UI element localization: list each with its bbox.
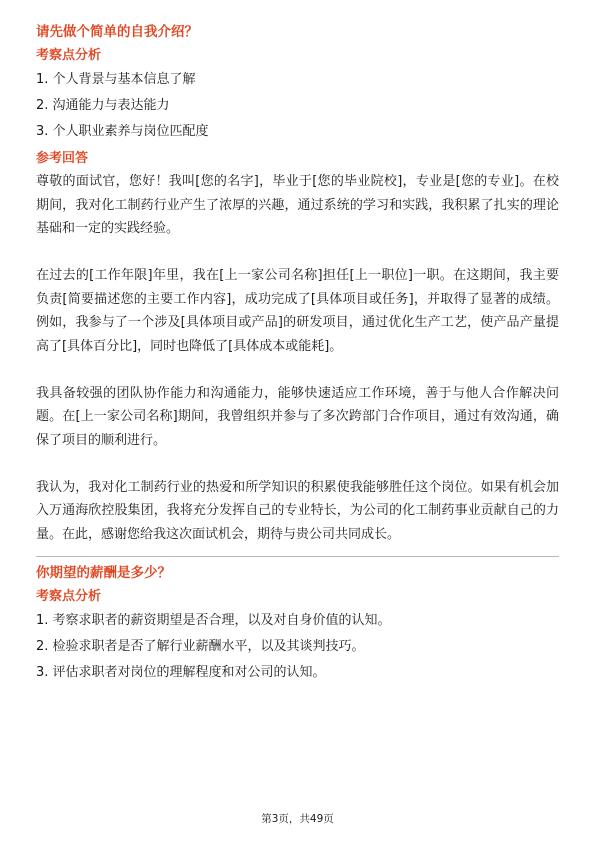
page-number-footer: 第3页，共49页 [261,813,334,825]
q2-analysis-label: 考察点分析 [36,589,102,604]
answer-paragraph-2: 在过去的[工作年限]年里，我在[上一家公司名称]担任[上一职位]一职。在这期间，我主要负责[简要描述您的主要工作内容]，成功完成了[具体项目或任务]，并取得了显著的成绩。例如，我参与了一个涉及[具体项目或产品]的研发项目，通过优化生产工艺，使产品产量提高了[具体百分比]，同时也降低了[具体成本或能耗]。 [36,268,559,354]
list-item: 3. 评估求职者对岗位的理解程度和对公司的认知。 [36,665,326,680]
document-page [36,22,559,686]
q1-answer-label: 参考回答 [36,151,89,166]
question-2-title: 你期望的薪酬是多少？ [36,565,171,581]
section-divider [36,556,559,557]
q1-analysis-label: 考察点分析 [36,48,102,63]
answer-paragraph-1: 尊敬的面试官，您好！我叫[您的名字]，毕业于[您的毕业院校]，专业是[您的专业]。在校期间，我对化工制药行业产生了浓厚的兴趣，通过系统的学习和实践，我积累了扎实的理论基础和一定的实践经验。 [36,174,559,236]
paragraph-spacer [36,452,559,476]
q1-analysis-list [36,67,559,145]
list-item: 2. 检验求职者是否了解行业薪酬水平，以及其谈判技巧。 [36,639,365,654]
paragraph-spacer [36,358,559,382]
answer-paragraph-4: 我认为，我对化工制药行业的热爱和所学知识的积累使我能够胜任这个岗位。如果有机会加入万通海欣控股集团，我将充分发挥自己的专业特长，为公司的化工制药事业贡献自己的力量。在此，感谢您给我这次面试机会，期待与贵公司共同成长。 [36,479,559,542]
list-item: 2. 沟通能力与表达能力 [36,98,170,113]
question-1-title: 请先做个简单的自我介绍？ [36,24,198,40]
list-item: 1. 个人背景与基本信息了解 [36,72,196,87]
list-item: 1. 考察求职者的薪资期望是否合理，以及对自身价值的认知。 [36,613,391,628]
answer-paragraph-3: 我具备较强的团队协作能力和沟通能力，能够快速适应工作环境，善于与他人合作解决问题。在[上一家公司名称]期间，我曾组织并参与了多次跨部门合作项目，通过有效沟通，确保了项目的顺利进行。 [36,385,559,448]
list-item: 3. 个人职业素养与岗位匹配度 [36,124,209,139]
q2-analysis-list [36,608,559,686]
paragraph-spacer [36,241,559,265]
